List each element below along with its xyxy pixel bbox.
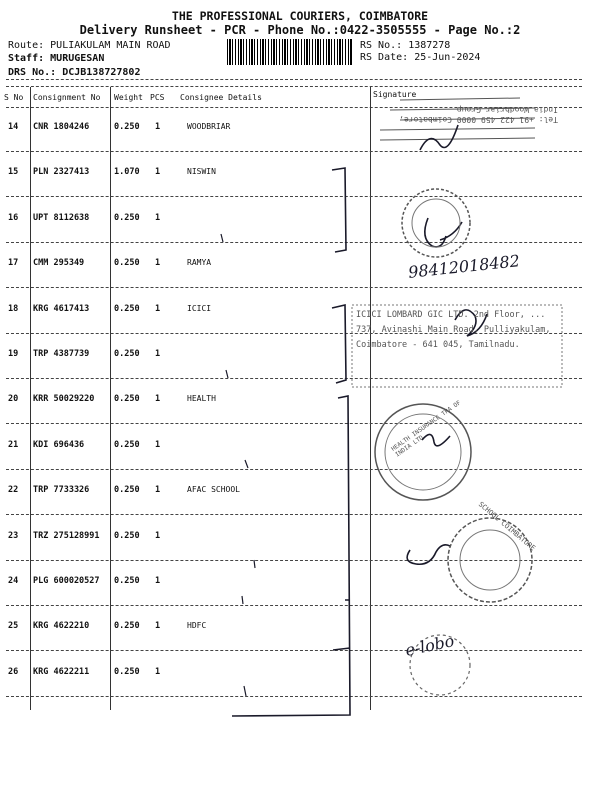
cell-consignment: PLG 600020527	[33, 576, 100, 586]
round-stamp	[448, 518, 532, 602]
tick-mark	[221, 234, 255, 696]
cell-weight: 0.250	[114, 349, 140, 359]
page-title: THE PROFESSIONAL COURIERS, COIMBATORE	[171, 9, 429, 23]
cell-pcs: 1	[155, 394, 161, 404]
rs-no-label: RS No.:	[360, 40, 403, 51]
cell-weight: 0.250	[114, 213, 140, 223]
cell-sno: 14	[8, 122, 19, 132]
cell-consignee: ICICI	[187, 304, 212, 313]
stamp-school-text: SCHOOL COIMBATORE	[476, 500, 537, 553]
cell-pcs: 1	[155, 258, 161, 268]
cell-sno: 22	[8, 485, 19, 495]
cell-consignment: TRP 7733326	[33, 485, 90, 495]
rs-date-label: RS Date:	[360, 52, 409, 63]
cell-weight: 0.250	[114, 122, 140, 132]
cell-consignee: HEALTH	[187, 394, 216, 403]
staff-value: MURUGESAN	[50, 53, 105, 64]
col-header-consignee: Consignee Details	[180, 93, 262, 102]
handwriting-phone: 98412018482	[407, 251, 521, 282]
cell-weight: 0.250	[114, 258, 140, 268]
bracket-mark	[332, 305, 346, 383]
cell-consignment: KDI 696436	[33, 440, 85, 450]
cell-consignee: NISWIN	[187, 167, 216, 176]
drs-label: DRS No.:	[8, 67, 57, 78]
cell-consignee: WOODBRIAR	[187, 122, 231, 131]
cell-consignment: CNR 1804246	[33, 122, 90, 132]
cell-sno: 20	[8, 394, 19, 404]
cell-pcs: 1	[155, 485, 161, 495]
cell-sno: 26	[8, 667, 19, 677]
cell-weight: 0.250	[114, 531, 140, 541]
stamp-icici-text: ICICI LOMBARD GIC LTD. 2nd Floor, ... 737, Avinashi Main Road, Pulliyakulam, Coimbatore - 641 045, Tamilnadu.	[356, 310, 551, 350]
route-value: PULIAKULAM MAIN ROAD	[50, 40, 171, 51]
col-header-weight: Weight	[114, 93, 143, 102]
cell-consignment: KRG 4622210	[33, 621, 90, 631]
cell-weight: 0.250	[114, 440, 140, 450]
cell-consignment: KRG 4617413	[33, 304, 90, 314]
cell-sno: 18	[8, 304, 19, 314]
cell-weight: 0.250	[114, 621, 140, 631]
signature-mark	[407, 545, 450, 564]
col-header-sno: S No	[4, 93, 24, 102]
cell-weight: 0.250	[114, 394, 140, 404]
col-header-consignment: Consignment No	[33, 93, 101, 102]
signature-mark	[425, 218, 462, 247]
cell-sno: 23	[8, 531, 19, 541]
cell-sno: 16	[8, 213, 19, 223]
route-label: Route:	[8, 40, 45, 51]
cell-sno: 19	[8, 349, 19, 359]
stamp-woodbriar-text: Tel: +91 422 459 0000 Coimbatore, India Woodbriar Group	[399, 105, 558, 124]
cell-consignment: CMM 295349	[33, 258, 85, 268]
cell-consignment: KRR 50029220	[33, 394, 95, 404]
cell-weight: 1.070	[114, 167, 140, 177]
runsheet-subtitle: Delivery Runsheet - PCR - Phone No.:0422-3505555 - Page No.:2	[79, 23, 521, 37]
cell-sno: 17	[8, 258, 19, 268]
cell-consignment: TRZ 275128991	[33, 531, 100, 541]
cell-sno: 24	[8, 576, 19, 586]
cell-pcs: 1	[155, 667, 161, 677]
round-stamp	[412, 199, 460, 247]
cell-pcs: 1	[155, 576, 161, 586]
col-header-pcs: PCS	[150, 93, 165, 102]
stamp-health-text: HEALTH INSURANCE TPA OF INDIA LTD	[390, 399, 463, 459]
cell-consignment: UPT 8112638	[33, 213, 90, 223]
bracket-mark	[333, 600, 350, 650]
cell-weight: 0.250	[114, 576, 140, 586]
cell-pcs: 1	[155, 621, 161, 631]
bracket-mark	[232, 396, 350, 716]
col-header-signature: Signature	[373, 90, 417, 99]
cell-consignee: AFAC SCHOOL	[187, 485, 240, 494]
cell-pcs: 1	[155, 167, 161, 177]
cell-weight: 0.250	[114, 667, 140, 677]
cell-sno: 15	[8, 167, 19, 177]
bracket-mark	[332, 168, 346, 252]
cell-pcs: 1	[155, 531, 161, 541]
cell-sno: 25	[8, 621, 19, 631]
cell-consignment: TRP 4387739	[33, 349, 90, 359]
handwriting-signature: e-lobo	[403, 631, 456, 660]
drs-value: DCJB138727802	[62, 67, 141, 78]
cell-pcs: 1	[155, 122, 161, 132]
round-stamp	[375, 404, 471, 500]
rs-no-value: 1387278	[408, 40, 451, 51]
staff-label: Staff:	[8, 53, 45, 64]
cell-pcs: 1	[155, 440, 161, 450]
cell-consignment: KRG 4622211	[33, 667, 90, 677]
cell-consignee: HDFC	[187, 621, 207, 630]
cell-weight: 0.250	[114, 304, 140, 314]
cell-weight: 0.250	[114, 485, 140, 495]
cell-consignment: PLN 2327413	[33, 167, 90, 177]
cell-consignee: RAMYA	[187, 258, 212, 267]
cell-pcs: 1	[155, 213, 161, 223]
cell-sno: 21	[8, 440, 19, 450]
cell-pcs: 1	[155, 349, 161, 359]
round-stamp	[460, 530, 520, 590]
cell-pcs: 1	[155, 304, 161, 314]
rs-date-value: 25-Jun-2024	[414, 52, 481, 63]
